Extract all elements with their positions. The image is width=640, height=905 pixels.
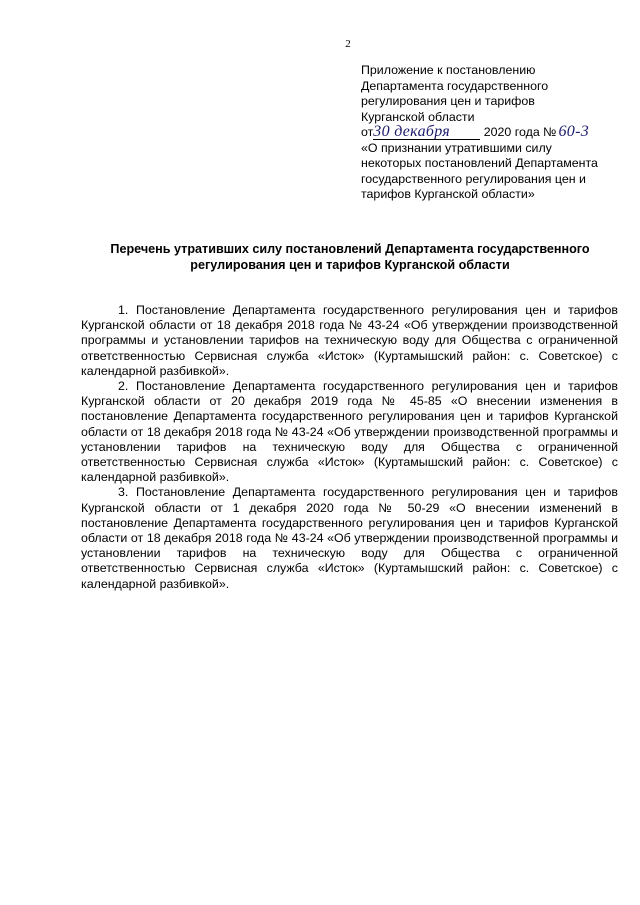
appendix-line: регулирования цен и тарифов <box>361 94 535 108</box>
list-item: 3. Постановление Департамента государственного регулирования цен и тарифов Курганской области от 1 декабря 2020 года № 50-29 «О внесении изменений в постановление Департамента государственного регулирования цен и тарифов Курганской области от 18 декабря 2018 года № 43-24 «Об утверждении производственной программы и установлении тарифов на техническую воду для Общества с ограниченной ответственностью Сервисная служба «Исток» (Куртамышский район: с. Советское) с календарной разбивкой». <box>81 485 618 591</box>
appendix-line: Приложение к постановлению <box>361 63 536 77</box>
title-line: регулирования цен и тарифов Курганской области <box>190 257 510 272</box>
title-line: Перечень утративших силу постановлений Департамента государственного <box>110 242 590 256</box>
appendix-line: Департамента государственного <box>361 78 549 93</box>
year-text: 2020 года № <box>483 125 557 139</box>
date-underline <box>373 139 480 140</box>
appendix-subject-line: «О признании утратившими силу <box>361 140 552 155</box>
page-number: 2 <box>345 38 351 50</box>
document-title <box>80 242 620 273</box>
appendix-block <box>361 63 621 203</box>
appendix-line: Курганской области <box>361 109 475 124</box>
handwritten-date: 30 декабря <box>373 123 451 140</box>
from-prefix: от <box>361 125 374 139</box>
appendix-subject-line: государственного регулирования цен и <box>361 171 586 186</box>
list-item: 2. Постановление Департамента государственного регулирования цен и тарифов Курганской области от 20 декабря 2019 года № 45-85 «О внесении изменения в постановление Департамента государственного регулирования цен и тарифов Курганской области от 18 декабря 2018 года № 43-24 «Об утверждении производственной программы и установлении тарифов на техническую воду для Общества с ограниченной ответственностью Сервисная служба «Исток» (Куртамышский район: с. Советское) с календарной разбивкой». <box>81 379 618 485</box>
appendix-subject-line: некоторых постановлений Департамента <box>361 156 598 170</box>
date-field <box>373 123 480 141</box>
resolutions-list <box>81 303 618 592</box>
appendix-date-line <box>361 125 621 141</box>
handwritten-number: 60-3 <box>558 123 590 140</box>
number-field <box>556 123 600 141</box>
appendix-subject-line: тарифов Курганской области» <box>361 187 535 201</box>
list-item: 1. Постановление Департамента государственного регулирования цен и тарифов Курганской области от 18 декабря 2018 года № 43-24 «Об утверждении производственной программы и установлении тарифов на техническую воду для Общества с ограниченной ответственностью Сервисная служба «Исток» (Куртамышский район: с. Советское) с календарной разбивкой». <box>81 303 618 378</box>
